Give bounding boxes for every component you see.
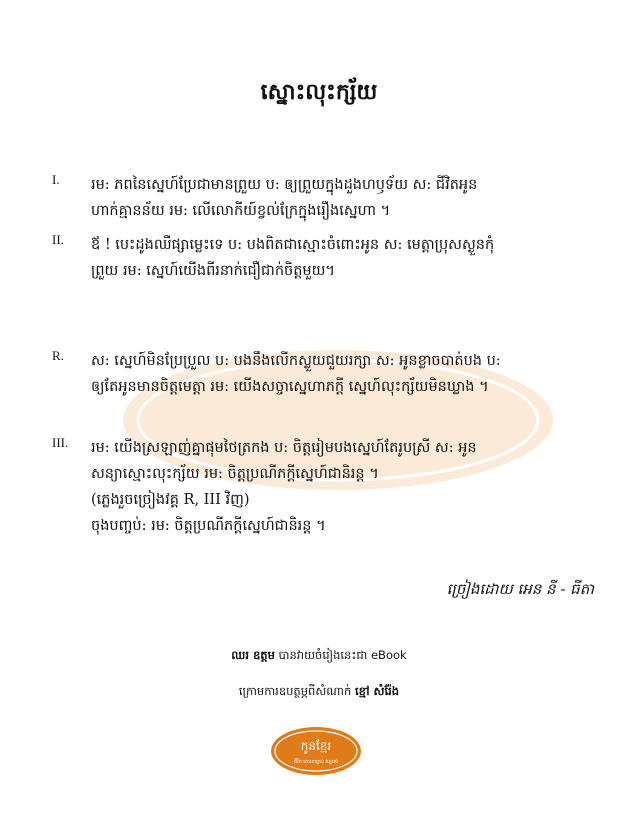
- ebook-label: eBook: [370, 648, 407, 662]
- stanza-line: រម: ភពនៃស្នេហ៍ប្រែជាមានព្រួយ ប: ឲ្យព្រួយក្នុងដួងហឫទ័យ ស: ជីវិតអូន: [91, 177, 478, 193]
- stanza-line: (ភ្លេងរួចច្រៀងវគ្គ R, III វិញ): [91, 492, 250, 508]
- logo-subtext: ជីវិត គោរពច្បាប់ វប្បធម៌: [293, 759, 339, 765]
- stanza-number: II.: [52, 232, 64, 247]
- stanza-1: [52, 172, 592, 224]
- stanza-line: ឲ្យតែអូនមានចិត្តមេត្តា រម: យើងសច្ចាស្នេហាភក្តី ស្នេហ៍លុះក្ស័យមិនឃ្លាង ។: [91, 379, 489, 395]
- stanza-line: រម: យើងស្រឡាញ់គ្នាផុមថៃត្រកង ប: ចិត្តរៀមបងស្នេហ៍តែរូបស្រី ស: អូន: [91, 440, 477, 456]
- stanza-3: [52, 435, 592, 539]
- kon-khmer-logo: [270, 726, 362, 776]
- stanza-2: [52, 232, 592, 284]
- stanza-line: ព្រួយ រម: ស្នេហ៍យើងពីរនាក់ជឿជាក់ចិត្តមួយ។: [91, 263, 335, 279]
- sponsor-name: ខ្មៅ សំរ៉ែង: [354, 684, 400, 698]
- typist-text: បានវាយចំរៀងនេះជា: [278, 648, 368, 662]
- typist-name: ឈរ ឧត្តម: [231, 648, 275, 662]
- sponsor-credit: [0, 684, 638, 701]
- page-title: ស្នោះលុះក្ស័យ: [260, 80, 378, 105]
- stanza-line: ឪ ! បេះដូងឈឺផ្សាម្លេះទេ ប: បងពិតជាស្មោះចំពោះអូន ស: មេត្តាប្រុសស្ងួនកុំ: [91, 237, 495, 253]
- stanza-line: សន្យាស្មោះលុះក្ស័យ រម: ចិត្តប្រណីភក្តីស្នេហ៍ជានិរន្ត ។: [91, 466, 379, 482]
- stanza-refrain: [52, 348, 592, 400]
- stanza-line: ហាក់គ្មានន័យ រម: លើលោកីយ៍ខ្វល់ក្រែក្នុងរឿងស្នេហា ។: [91, 203, 391, 219]
- stanza-number: I.: [52, 172, 60, 187]
- stanza-number: R.: [52, 348, 64, 363]
- stanza-number: III.: [52, 435, 69, 450]
- sponsor-text: ក្រោមការឧបត្ថម្ភពីសំណាក់: [238, 684, 352, 698]
- singer-credit: ច្រៀងដោយ អេន នី - ធីតា: [446, 580, 594, 598]
- typist-credit: [0, 648, 638, 665]
- stanza-line: ចុងបញ្ចប់: រម: ចិត្តប្រណីភក្តីស្នេហ៍ជានិរន្ត ។: [91, 518, 326, 534]
- stanza-line: ស: ស្នេហ៍មិនប្រែប្រួល ប: បងនឹងលើកស្លួយជួយរក្សា ស: អូនខ្លាចបាត់បង ប:: [91, 353, 501, 369]
- logo-text: កូនខ្មែរ: [300, 739, 332, 753]
